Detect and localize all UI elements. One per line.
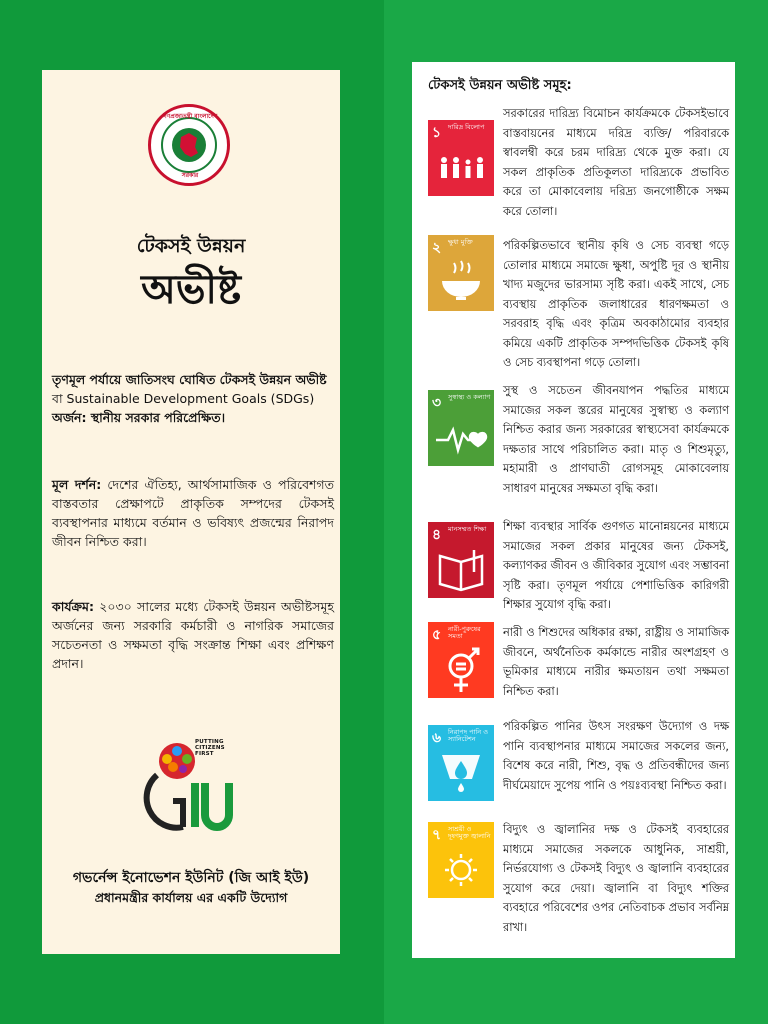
unit-name: গভর্নেন্স ইনোভেশন ইউনিট (জি আই ইউ) — [72, 870, 310, 886]
giu-logo — [143, 735, 243, 845]
goal-6-description: পরিকল্পিত পানির উৎস সংরক্ষণ উদ্যোগ ও দক্ষ পানি ব্যবস্থাপনার মাধ্যমে সমাজের সকলের জন্য, বিশেষ করে নারী, শিশু, বৃদ্ধ ও প্রতিবন্ধীদের জন্য দীর্ঘমেয়াদে সুপেয় পানি ও পয়ঃব্যবস্থা নিশ্চিত করা। — [503, 720, 729, 792]
unit-subtitle: প্রধানমন্ত্রীর কার্যালয় এর একটি উদ্যোগ — [94, 890, 288, 905]
philosophy-paragraph — [52, 475, 334, 551]
goal-label: দারিদ্র বিলোপ — [448, 123, 485, 131]
goal-4-description: শিক্ষা ব্যবস্থার সার্বিক গুণগত মানোন্নয়নের মাধ্যমে সমাজের সকল প্রকার মানুষের জন্য টেকসই, কল্যাণকর জীবন ও জীবিকার সুযোগ এবং সম্ভাবনা সৃষ্টি করা। তৃণমূল পর্যায়ে পেশাভিত্তিক কারিগরী শিক্ষার সুযোগ বৃদ্ধি করা। — [503, 520, 729, 611]
goal-label: মানসম্মত শিক্ষা — [448, 525, 487, 533]
program-label: কার্যক্রম: — [52, 599, 94, 614]
intro-line3-label: অর্জন: — [52, 410, 87, 425]
emblem-bottom-text: সরকার — [181, 172, 199, 179]
goal-label: ক্ষুধা মুক্তি — [448, 238, 473, 246]
goal-3-description: সুস্থ ও সচেতন জীবনযাপন পদ্ধতির মাধ্যমে সমাজের সকল স্তরের মানুষের সুস্বাস্থ্য ও কল্যাণ নিশ্চিত করার জন্য সরকারের স্বাস্থ্যসেবা কার্যক্রমকে দক্ষতার সাথে পরিচালিত করা। মাতৃ ও শিশুমৃত্যু, মহামারী ও প্রাণঘাতী রোগসমূহ মোকাবেলায় সাধারণ মানুষের সক্ষমতা বৃদ্ধি করা। — [503, 384, 729, 495]
goal-number: ১ — [432, 125, 442, 141]
goal-label: নারী-পুরুষের সমতা — [448, 625, 481, 640]
logo-tagline: PUTTING CITIZENS FIRST — [195, 739, 225, 757]
page-title-line2: অভীষ্ট — [141, 267, 241, 313]
goal-2-icon-tile — [428, 235, 494, 311]
goal-number: ৫ — [432, 627, 442, 643]
intro-line2: বা Sustainable Development Goals (SDGs) — [52, 391, 315, 406]
goal-number: ৬ — [432, 730, 442, 746]
philosophy-label: মূল দর্শন: — [52, 477, 102, 492]
government-emblem — [148, 104, 230, 186]
goal-label: নিরাপদ পানি ও স্যানিটেশন — [448, 728, 488, 743]
goal-2-description: পরিকল্পিতভাবে স্থানীয় কৃষি ও সেচ ব্যবস্থা গড়ে তোলার মাধ্যমে সমাজে ক্ষুধা, অপুষ্টি দূর ও স্থানীয় খাদ্য মজুদের ভারসাম্য সৃষ্টি করা। একই সাথে, সেচ ব্যবস্থায় প্রাকৃতিক জলাধারের ধারণক্ষমতা ও সরবরাহ বৃদ্ধি এবং কৃত্রিম অবকাঠামোর ব্যবহার কমিয়ে একটি প্রাকৃতিক সম্পদভিত্তিক টেকসই কৃষি ও সেচ ব্যবস্থাপনা গড়ে তোলা। — [503, 239, 729, 369]
goals-title: টেকসই উন্নয়ন অভীষ্ট সমূহ: — [428, 78, 572, 93]
philosophy-text: দেশের ঐতিহ্য, আর্থসামাজিক ও পরিবেশগত বাস্তবতার প্রেক্ষাপটে প্রাকৃতিক সম্পদের টেকসই ব্যবস্থাপনার মাধ্যমে বর্তমান ও ভবিষ্যৎ প্রজন্মের নিরাপদ জীবন নিশ্চিত করা। — [52, 477, 334, 549]
goal-7-description: বিদ্যুৎ ও জ্বালানির দক্ষ ও টেকসই ব্যবহারের মাধ্যমে সমাজের সকলকে আধুনিক, সাশ্রয়ী, নির্ভরযোগ্য ও টেকসই বিদ্যুৎ ও জ্বালানি ব্যবহারের সুযোগ করে দেয়া। জ্বালানি বা বিদ্যুৎ শক্তির ব্যবহারে পরিবেশের ওপর নেতিবাচক প্রভাব সর্বনিম্ন রাখা। — [503, 823, 729, 934]
goal-number: ৪ — [432, 527, 442, 543]
goal-5-description: নারী ও শিশুদের অধিকার রক্ষা, রাষ্ট্রীয় ও সামাজিক জীবনে, অর্থনৈতিক কর্মকান্ডে নারীর অংশগ্রহণ ও ভূমিকার মাধ্যমে নারীর ক্ষমতায়ন তথা সক্ষমতা নিশ্চিত করা। — [503, 626, 729, 698]
intro-line1: তৃণমূল পর্যায়ে জাতিসংঘ ঘোষিত টেকসই উন্নয়ন অভীষ্ট — [52, 372, 327, 387]
page-title-line1: টেকসই উন্নয়ন — [136, 235, 246, 257]
program-paragraph — [52, 597, 334, 673]
program-text: ২০৩০ সালের মধ্যে টেকসই উন্নয়ন অভীষ্টসমূহ অর্জনের জন্য সরকারি কর্মচারী ও নাগরিক সমাজের সচেতনতা ও সক্ষমতা বৃদ্ধি সংক্রান্ত শিক্ষা এবং প্রশিক্ষণ প্রদান। — [52, 599, 334, 671]
emblem-top-text: গণপ্রজাতন্ত্রী বাংলাদেশ — [162, 113, 218, 120]
goal-3-icon-tile — [428, 390, 494, 466]
goal-5-icon-tile — [428, 622, 494, 698]
goal-number: ৭ — [432, 827, 442, 843]
goal-1-description: সরকারের দারিদ্র্য বিমোচন কার্যক্রমকে টেকসইভাবে বাস্তবায়নের মাধ্যমে দরিদ্র ব্যক্তি/ পরিবারকে স্বাবলম্বী করে চরম দারিদ্র্য থেকে মুক্ত করা। যে সকল প্রাকৃতিক প্রতিকূলতা দারিদ্র্যকে প্রভাবিত করে তা মোকাবেলায় দরিদ্র্য জনগোষ্ঠীকে সক্ষম করে তোলা। — [503, 107, 729, 218]
intro-paragraph — [52, 370, 334, 427]
goal-6-icon-tile — [428, 725, 494, 801]
goal-4-icon-tile — [428, 522, 494, 598]
goal-label: সাশ্রয়ী ও দূষণমুক্ত জ্বালানি — [448, 825, 491, 840]
goal-7-icon-tile — [428, 822, 494, 898]
intro-line3-text: স্থানীয় সরকার পরিপ্রেক্ষিত। — [86, 410, 226, 425]
goal-1-icon-tile — [428, 120, 494, 196]
goal-label: সুস্বাস্থ্য ও কল্যাণ — [448, 393, 491, 401]
goal-number: ৩ — [432, 395, 442, 411]
goal-number: ২ — [432, 240, 442, 256]
